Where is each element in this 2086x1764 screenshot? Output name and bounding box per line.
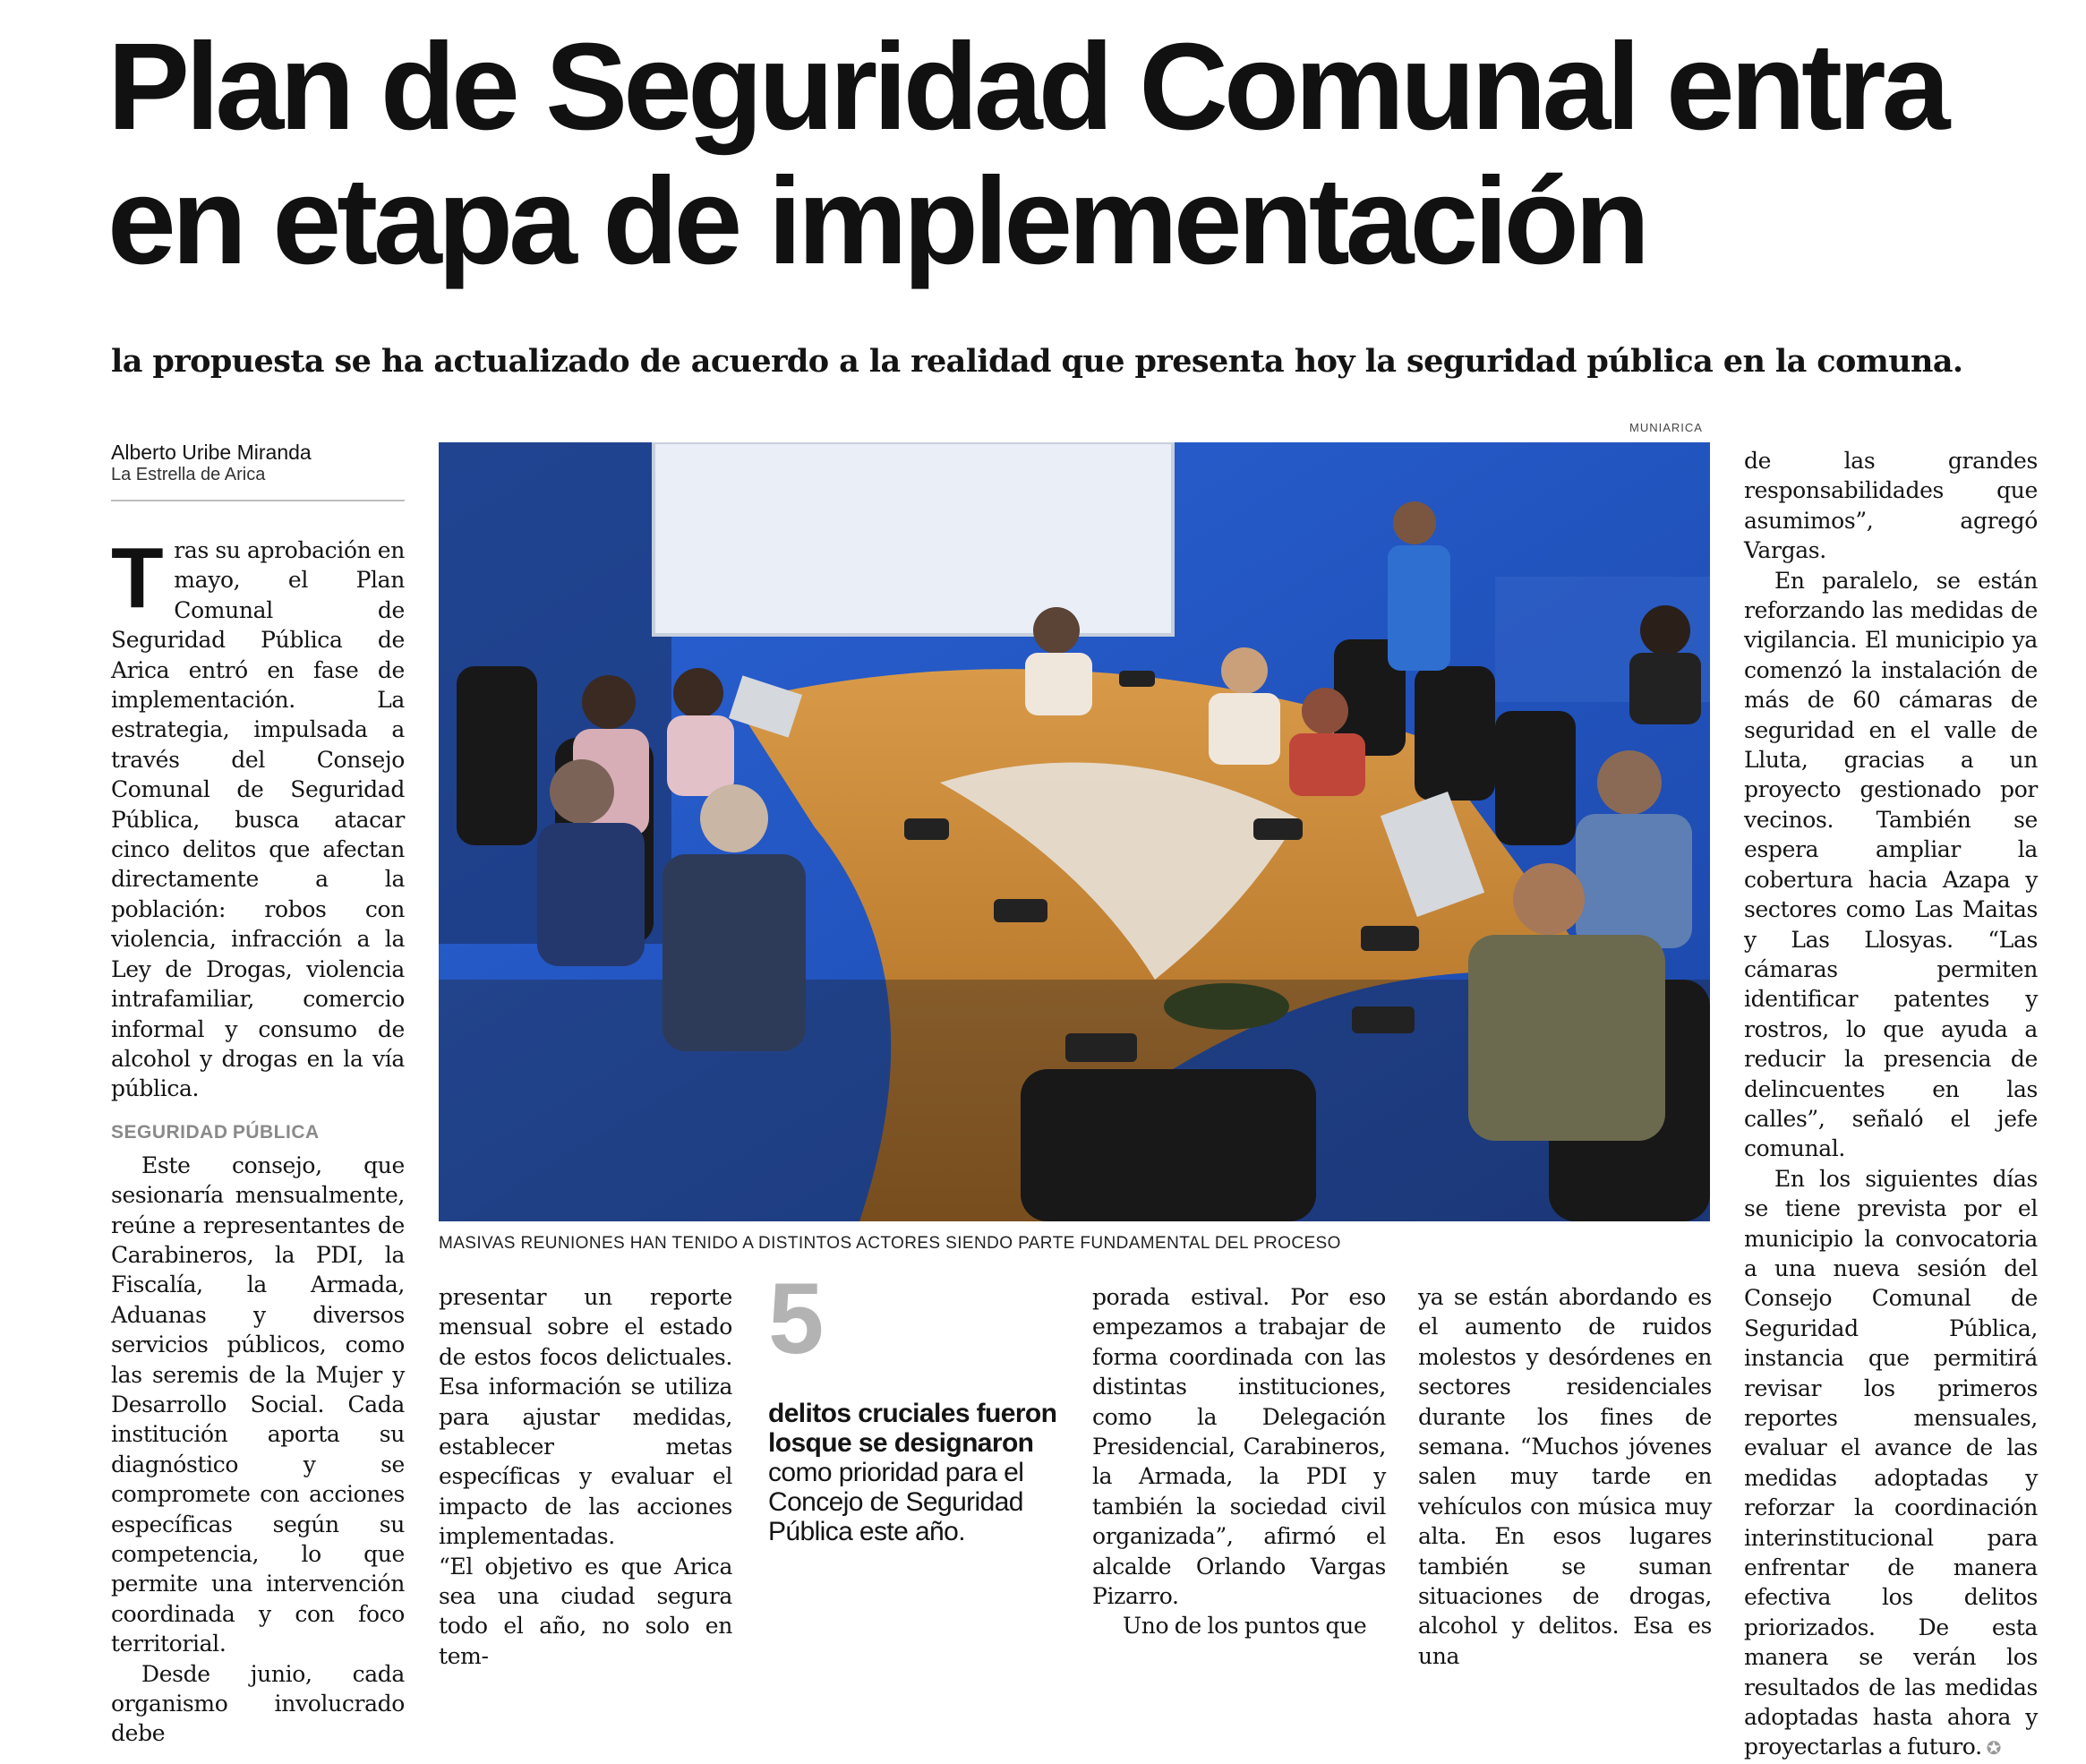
column-1 bbox=[111, 530, 405, 1749]
intro-paragraph bbox=[111, 530, 405, 1104]
factbox-text bbox=[768, 1399, 1064, 1546]
points-paragraph: Uno de los puntos que bbox=[1123, 1613, 1367, 1640]
headline-line-2: en etapa de implementación bbox=[107, 152, 1646, 290]
report-paragraph: presentar un reporte mensual sobre el estado de estos focos delictuales. Esa información se utiliza para ajustar medidas, establecer metas específicas y evaluar el impacto de las acciones implementadas. bbox=[439, 1284, 732, 1550]
next-session-paragraph bbox=[1744, 1164, 2038, 1764]
noise-paragraph: ya se están abordando es el aumento de ruidos molestos y desórdenes en sectores residenciales durante los fines de semana. “Muchos jóvenes salen muy tarde en vehículos con música muy alta. En esos lugares también se suman situaciones de drogas, alcohol y delitos. Esa es una bbox=[1418, 1284, 1712, 1669]
factbox-number: 5 bbox=[768, 1263, 825, 1374]
byline-divider bbox=[111, 500, 405, 501]
subheadline: la propuesta se ha actualizado de acuerdo a la realidad que presenta hoy la seguridad pública en la comuna. bbox=[111, 343, 1963, 380]
column-5 bbox=[1418, 1282, 1712, 1671]
next-session-text: En los siguientes días se tiene prevista por el municipio la convocatoria a una nueva sesión del Consejo Comunal de Seguridad Pública, instancia que permitirá revisar los primeros reportes mensuales, evaluar el avance de las medidas adoptadas y reforzar la coordinación interinstitucional para enfrentar de manera efectiva los delitos priorizados. De esta manera se verán los resultados de las medidas adoptadas hasta ahora y proyectarlas a futuro. bbox=[1744, 1165, 2038, 1760]
column-4 bbox=[1092, 1282, 1386, 1641]
council-paragraph: Este consejo, que sesionaría mensualmente, reúne a representantes de Carabineros, la PDI, la Fiscalía, la Armada, Aduanas y diversos servicios públicos, como las seremis de la Mujer y Desarrollo Social. Cada institución aporta su diagnóstico y se compromete con acciones específicas según su competencia, lo que permite una intervención coordinada y con foco territorial. bbox=[111, 1152, 405, 1657]
responsibilities-paragraph: de las grandes responsabilidades que asumimos”, agregó Vargas. bbox=[1744, 448, 2038, 564]
june-paragraph: Desde junio, cada organismo involucrado debe bbox=[111, 1660, 405, 1747]
headline bbox=[107, 20, 2059, 288]
intro-text: ras su aprobación en mayo, el Plan Comunal de Seguridad Pública de Arica entró en fase de implementación. La estrategia, impulsada a través del Consejo Comunal de Seguridad Pública, busca atacar cinco delitos que afectan directamente a la población: robos con violencia, infracción a la Ley de Drogas, violencia intrafamiliar, comercio informal y consumo de alcohol y drogas en la vía pública. bbox=[111, 537, 405, 1102]
cameras-paragraph: En paralelo, se están reforzando las medidas de vigilancia. El municipio ya comenzó la instalación de más de 60 cámaras de seguridad en el valle de Lluta, gracias a un proyecto gestionado por vecinos. También se espera ampliar la cobertura hacia Azapa y sectores como Las Maitas y Las Llosyas. “Las cámaras permiten identificar patentes y rostros, lo que ayuda a reducir la presencia de delincuentes en las calles”, señaló el jefe comunal. bbox=[1744, 567, 2038, 1162]
column-6 bbox=[1744, 446, 2038, 1764]
photo-caption: MASIVAS REUNIONES HAN TENIDO A DISTINTOS ACTORES SIENDO PARTE FUNDAMENTAL DEL PROCESO bbox=[439, 1234, 1341, 1253]
drop-cap: T bbox=[111, 530, 164, 626]
meeting-photo bbox=[439, 442, 1710, 1221]
projection-screen bbox=[654, 442, 1173, 635]
section-label: SEGURIDAD PÚBLICA bbox=[111, 1121, 320, 1143]
factbox-bold-text: delitos cruciales fueron losque se designaron bbox=[768, 1399, 1057, 1458]
headline-line-1: Plan de Seguridad Comunal entra bbox=[107, 18, 1946, 156]
end-mark-icon: ✪ bbox=[1981, 1737, 2002, 1760]
photo-credit: MUNIARICA bbox=[1629, 421, 1703, 434]
column-2 bbox=[439, 1282, 732, 1671]
author-publication: La Estrella de Arica bbox=[111, 465, 266, 484]
mayor-quote-start: “El objetivo es que Arica sea una ciudad segura todo el año, no solo en tem- bbox=[439, 1553, 732, 1669]
factbox-body-text: como prioridad para el Concejo de Seguridad Pública este año. bbox=[768, 1458, 1024, 1546]
author-name: Alberto Uribe Miranda bbox=[111, 441, 312, 464]
mayor-quote-end: porada estival. Por eso empezamos a trabajar de forma coordinada con las distintas instituciones, como la Delegación Presidencial, Carabineros, la Armada, la PDI y también la sociedad civil organizada”, afirmó el alcalde Orlando Vargas Pizarro. bbox=[1092, 1284, 1386, 1610]
